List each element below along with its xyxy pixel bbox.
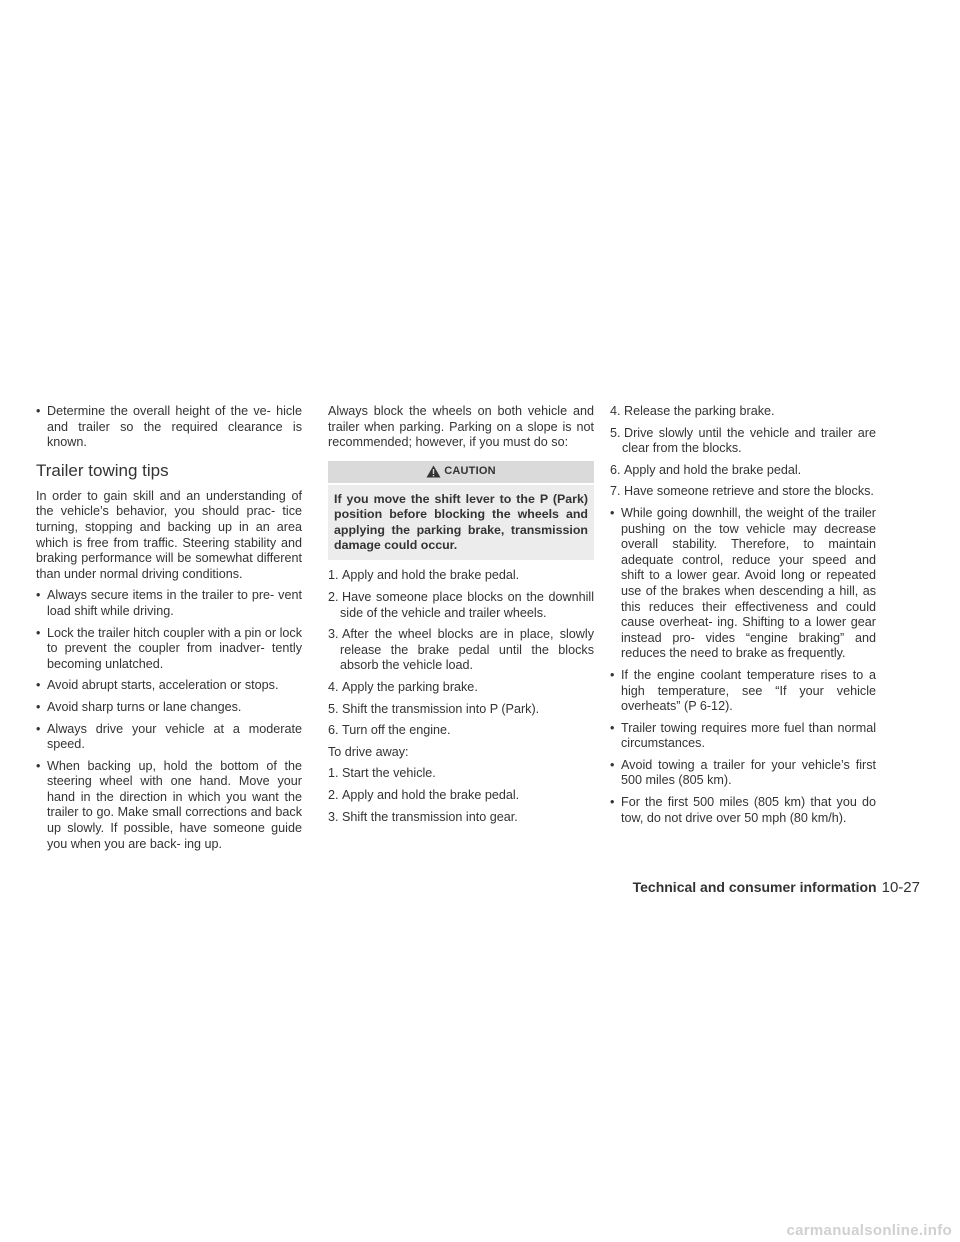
- watermark: carmanualsonline.info: [786, 1222, 952, 1239]
- bullet-marker: •: [36, 699, 41, 714]
- step-number: 3.: [328, 809, 339, 824]
- caution-text: If you move the shift lever to the P (Park) position before blocking the wheels and applying the parking brake, transmission damage could occur.: [328, 485, 594, 561]
- bullet-marker: •: [610, 795, 615, 810]
- list-item: [36, 588, 302, 619]
- list-item: [610, 795, 876, 826]
- parking-paragraph: Always block the wheels on both vehicle and trailer when parking. Parking on a slope is not recommended; however, if you must do so:: [328, 404, 594, 450]
- list-item: [328, 810, 594, 826]
- bullet-text: When backing up, hold the bottom of the steering wheel with one hand. Move your hand in the direction in which you want the trailer to go. Make small corrections and back up slowly. If possible, have someone guide you when you are back- ing up.: [47, 758, 302, 851]
- list-item: [36, 700, 302, 716]
- list-item: [610, 758, 876, 789]
- bullet-text: Avoid towing a trailer for your vehicle’s first 500 miles (805 km).: [621, 757, 876, 788]
- warning-icon: [426, 465, 441, 478]
- intro-paragraph: In order to gain skill and an understanding of the vehicle’s behavior, you should prac- tice turning, stopping and backing up in an area which is free from traffic. Steering stability and braking performance will be somewhat different than under normal driving conditions.: [36, 488, 302, 581]
- bullet-text: Always secure items in the trailer to pre- vent load shift while driving.: [47, 588, 302, 618]
- page-number: 10-27: [881, 879, 920, 896]
- bullet-marker: •: [610, 757, 615, 772]
- page-footer: [633, 879, 920, 896]
- column-left: [36, 404, 302, 858]
- bullet-marker: •: [36, 404, 41, 418]
- column-right: [610, 404, 876, 832]
- step-number: 1.: [328, 568, 339, 583]
- list-item: [328, 766, 594, 782]
- step-number: 6.: [610, 462, 621, 477]
- list-item: [328, 723, 594, 739]
- step-text: Apply and hold the brake pedal.: [342, 568, 520, 583]
- list-item: [610, 721, 876, 752]
- step-text: Release the parking brake.: [624, 404, 775, 418]
- step-number: 4.: [328, 679, 339, 694]
- bullet-text: If the engine coolant temperature rises to a high temperature, see “If your vehicle overheats” (P 6-12).: [621, 667, 876, 714]
- bullet-marker: •: [36, 721, 41, 736]
- list-item: [328, 680, 594, 696]
- list-item: [610, 426, 876, 457]
- list-item: [36, 678, 302, 694]
- caution-header: [328, 461, 594, 483]
- bullet-text: While going downhill, the weight of the trailer pushing on the tow vehicle may decrease overall stability. Therefore, to maintain adequate control, reduce your speed and shift to a lower gear. Avoid long or repeated use of the brakes when descending a hill, as this reduces their effectiveness and could cause overheat- ing. Shifting to a lower gear instead pro- vides “engine braking” and reduces the need to brake as frequently.: [621, 505, 876, 661]
- step-text: Shift the transmission into gear.: [342, 809, 518, 824]
- section-heading: Trailer towing tips: [36, 460, 169, 480]
- list-item: [610, 484, 876, 500]
- bullet-text: Always drive your vehicle at a moderate speed.: [47, 721, 302, 752]
- step-number: 2.: [328, 590, 339, 604]
- list-item: [610, 506, 876, 662]
- bullet-text: Determine the overall height of the ve- hicle and trailer so the required clearance is known.: [47, 404, 302, 450]
- bullet-text: For the first 500 miles (805 km) that you do tow, do not drive over 50 mph (80 km/h).: [621, 795, 876, 825]
- bullet-marker: •: [610, 667, 615, 682]
- bullet-marker: •: [36, 758, 41, 773]
- step-number: 3.: [328, 627, 339, 642]
- bullet-marker: •: [610, 720, 615, 735]
- drive-away-label: To drive away:: [328, 744, 409, 759]
- step-number: 7.: [610, 484, 621, 499]
- caution-label: CAUTION: [444, 464, 496, 477]
- bullet-marker: •: [36, 625, 41, 640]
- list-item: [36, 626, 302, 673]
- step-text: After the wheel blocks are in place, slowly release the brake pedal until the blocks absorb the vehicle load.: [340, 627, 594, 673]
- list-item: [610, 404, 876, 420]
- list-item: [36, 404, 302, 451]
- caution-box: [328, 461, 594, 561]
- list-item: [328, 627, 594, 674]
- bullet-text: Trailer towing requires more fuel than normal circumstances.: [621, 720, 876, 751]
- list-item: [610, 668, 876, 715]
- step-text: Drive slowly until the vehicle and trailer are clear from the blocks.: [622, 425, 876, 456]
- step-text: Turn off the engine.: [342, 723, 451, 738]
- list-item: [328, 568, 594, 584]
- step-number: 2.: [328, 787, 339, 802]
- step-text: Apply the parking brake.: [342, 679, 478, 694]
- step-number: 5.: [610, 425, 621, 440]
- step-number: 4.: [610, 404, 621, 418]
- step-number: 1.: [328, 766, 339, 781]
- step-text: Start the vehicle.: [342, 766, 436, 781]
- bullet-marker: •: [36, 678, 41, 693]
- step-text: Have someone retrieve and store the blocks.: [624, 484, 874, 499]
- step-text: Apply and hold the brake pedal.: [342, 787, 520, 802]
- list-item: [610, 463, 876, 479]
- section-title: Technical and consumer information: [632, 879, 877, 895]
- list-item: [328, 702, 594, 718]
- step-number: 5.: [328, 701, 339, 716]
- bullet-text: Avoid sharp turns or lane changes.: [47, 699, 242, 714]
- list-item: [328, 590, 594, 621]
- step-number: 6.: [328, 723, 339, 738]
- step-text: Have someone place blocks on the downhill side of the vehicle and trailer wheels.: [340, 590, 594, 620]
- step-text: Shift the transmission into P (Park).: [342, 701, 540, 716]
- step-text: Apply and hold the brake pedal.: [624, 462, 802, 477]
- bullet-text: Avoid abrupt starts, acceleration or stops.: [47, 678, 279, 693]
- column-middle: [328, 404, 594, 831]
- list-item: [36, 759, 302, 853]
- bullet-text: Lock the trailer hitch coupler with a pin or lock to prevent the coupler from inadver- tently becoming unlatched.: [47, 625, 302, 671]
- list-item: [328, 788, 594, 804]
- bullet-marker: •: [610, 505, 615, 520]
- list-item: [36, 722, 302, 753]
- bullet-marker: •: [36, 588, 41, 603]
